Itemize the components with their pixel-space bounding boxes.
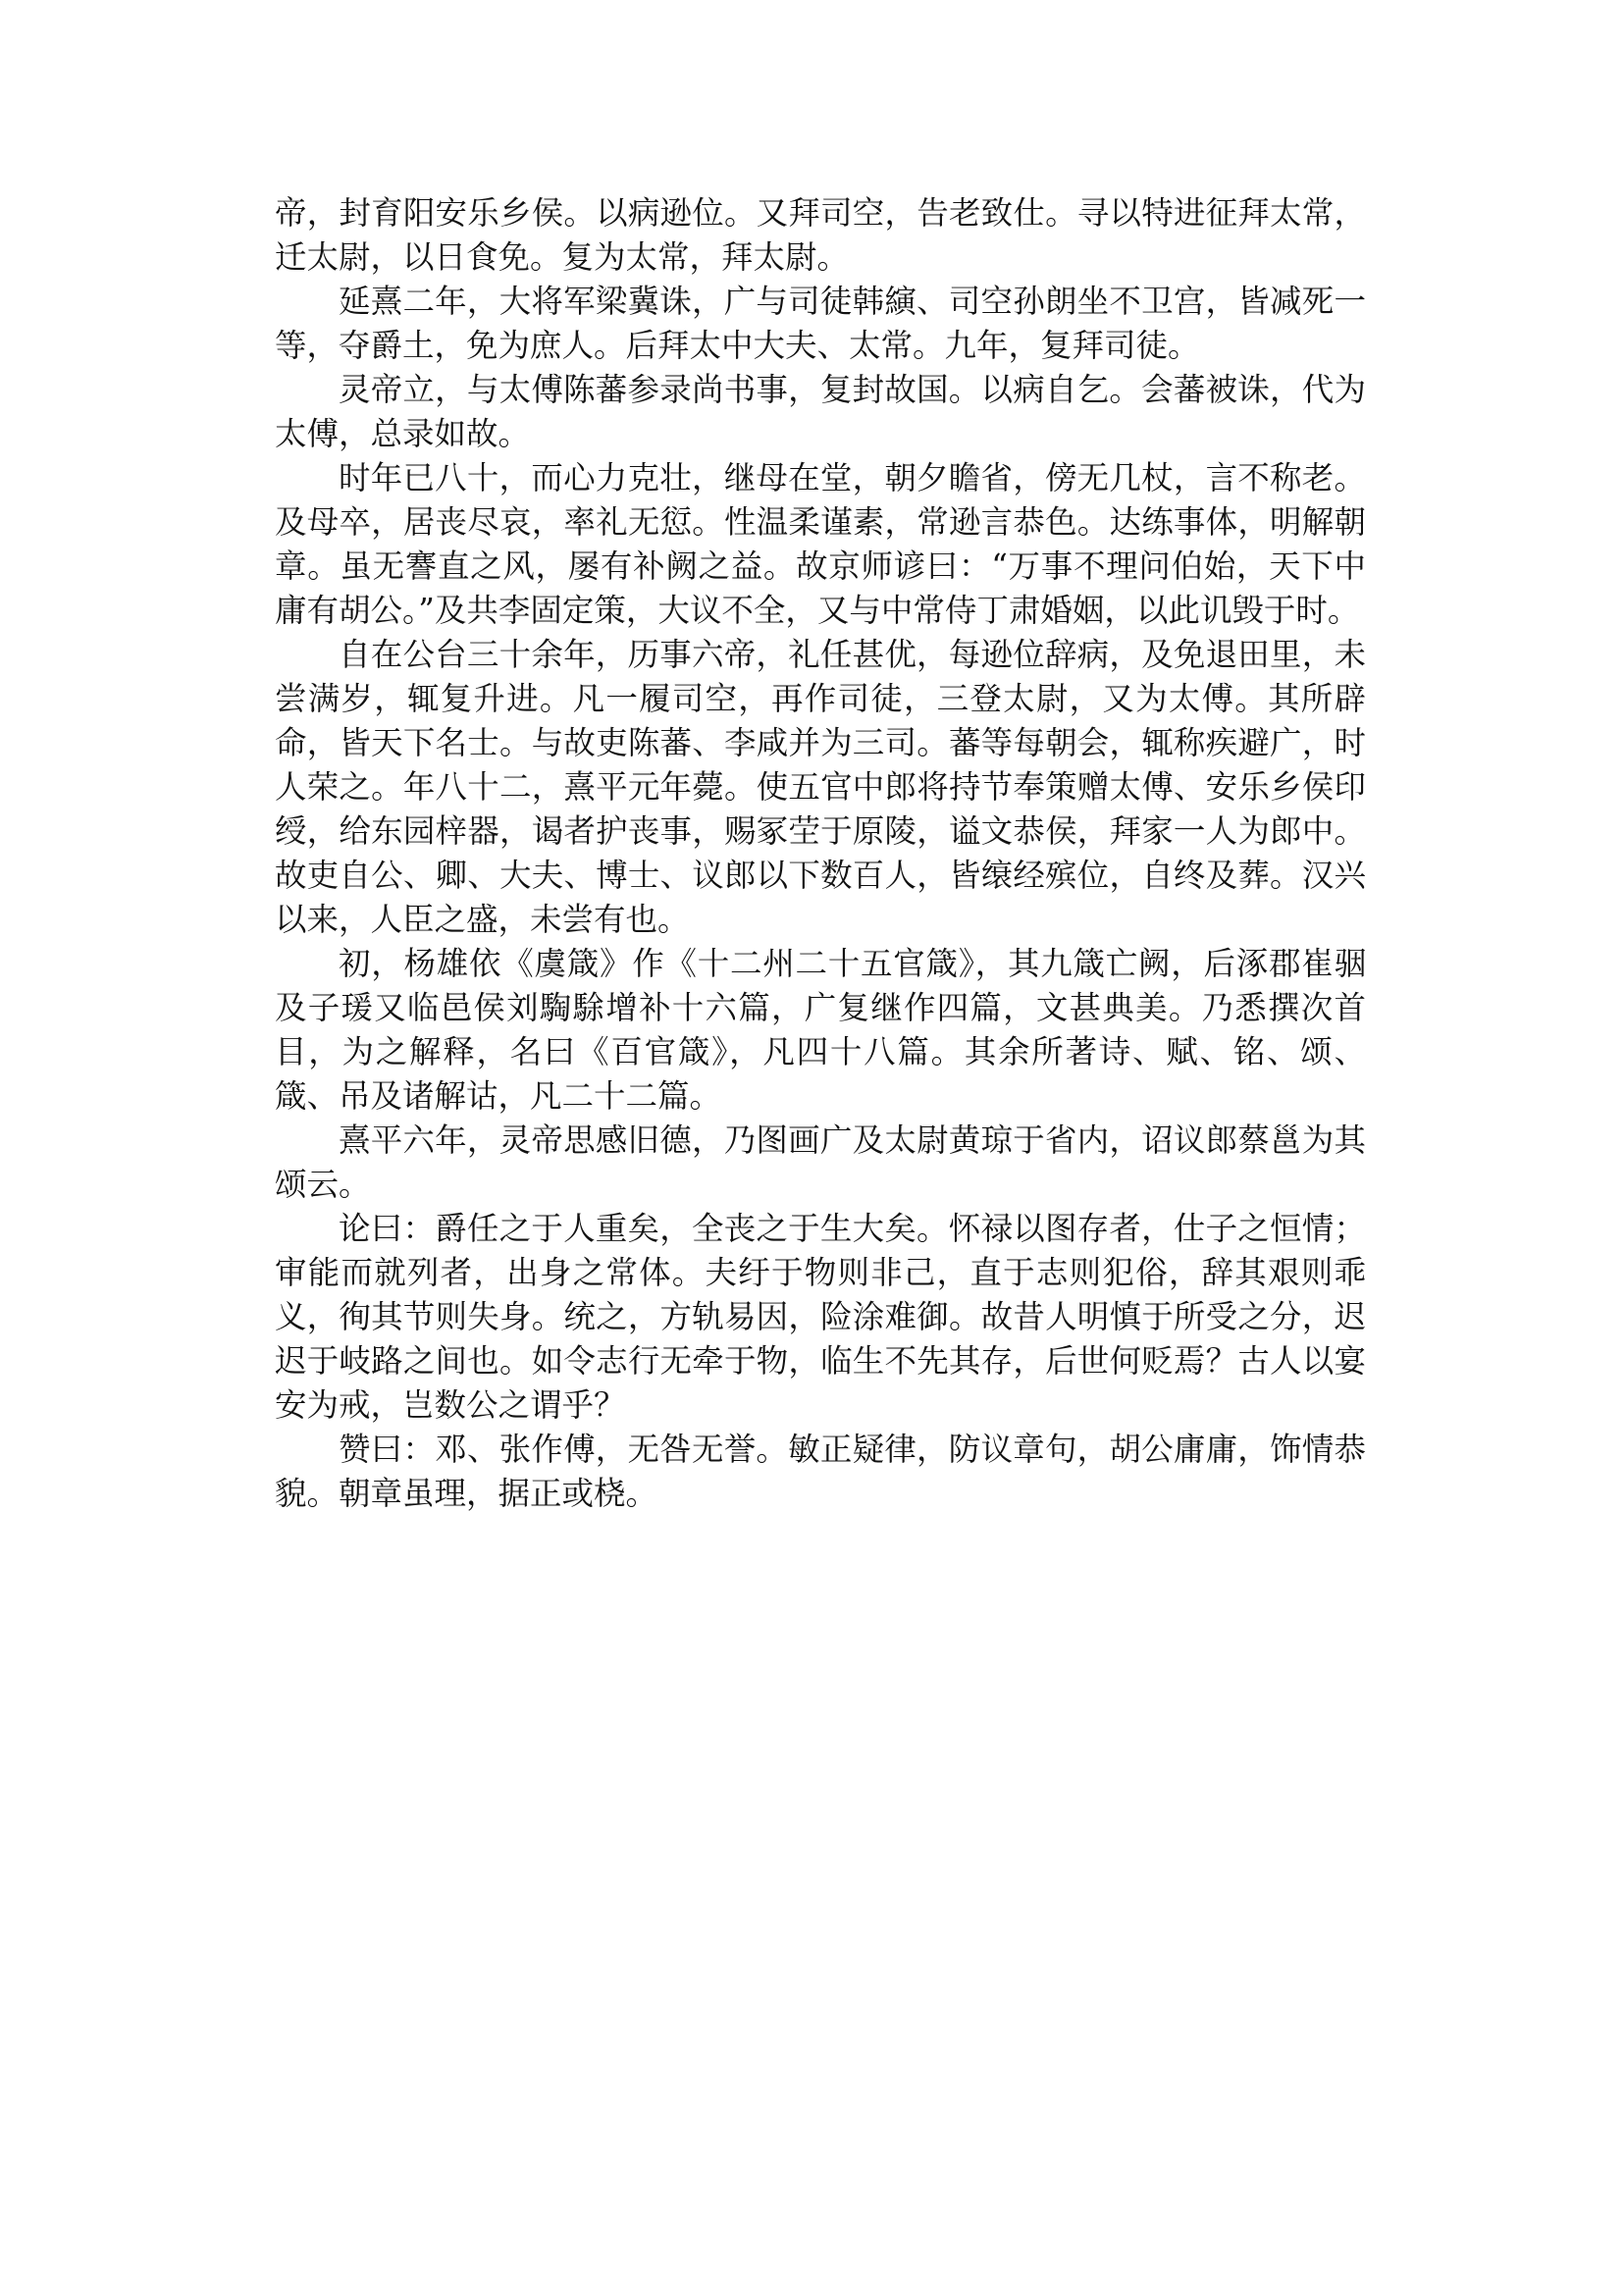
paragraph: 初，杨雄依《虞箴》作《十二州二十五官箴》，其九箴亡阙，后涿郡崔骃及子瑗又临邑侯刘騊駼增补十六篇，广复继作四篇，文甚典美。乃悉撰次首目，为之解释，名曰《百官箴》，凡四十八篇。其余所著诗、赋、铭、颂、箴、吊及诸解诂，凡二十二篇。 [275, 945, 1366, 1115]
paragraph: 延熹二年，大将军梁冀诛，广与司徒韩縯、司空孙朗坐不卫宫，皆减死一等，夺爵土，免为庶人。后拜太中大夫、太常。九年，复拜司徒。 [275, 283, 1366, 364]
paragraph: 自在公台三十余年，历事六帝，礼任甚优，每逊位辞病，及免退田里，未尝满岁，辄复升进。凡一履司空，再作司徒，三登太尉，又为太傅。其所辟命，皆天下名士。与故吏陈蕃、李咸并为三司。蕃等每朝会，辄称疾避广，时人荣之。年八十二，熹平元年薨。使五官中郎将持节奉策赠太傅、安乐乡侯印绶，给东园梓器，谒者护丧事，赐冢茔于原陵，谥文恭侯，拜家一人为郎中。故吏自公、卿、大夫、博士、议郎以下数百人，皆缞经殡位，自终及葬。汉兴以来，人臣之盛，未尝有也。 [275, 636, 1366, 938]
paragraph-continued: 帝，封育阳安乐乡侯。以病逊位。又拜司空，告老致仕。寻以特进征拜太常，迁太尉，以日食免。复为太常，拜太尉。 [275, 194, 1366, 276]
paragraph: 时年已八十，而心力克壮，继母在堂，朝夕瞻省，傍无几杖，言不称老。及母卒，居丧尽哀，率礼无愆。性温柔谨素，常逊言恭色。达练事体，明解朝章。虽无謇直之风，屡有补阙之益。故京师谚曰：“万事不理问伯始，天下中庸有胡公。”及共李固定策，大议不全，又与中常侍丁肃婚姻，以此讥毁于时。 [275, 459, 1366, 629]
paragraph-eulogy: 赞曰：邓、张作傅，无咎无誉。敏正疑律，防议章句，胡公庸庸，饰情恭貌。朝章虽理，据正或桡。 [275, 1431, 1366, 1512]
paragraph: 熹平六年，灵帝思感旧德，乃图画广及太尉黄琼于省内，诏议郎蔡邕为其颂云。 [275, 1121, 1366, 1203]
paragraph-commentary: 论曰：爵任之于人重矣，全丧之于生大矣。怀禄以图存者，仕子之恒情；审能而就列者，出身之常体。夫纡于物则非己，直于志则犯俗，辞其艰则乖义，徇其节则失身。统之，方轨易因，险涂难御。故昔人明慎于所受之分，迟迟于岐路之间也。如令志行无牵于物，临生不先其存，后世何贬焉？古人以宴安为戒，岂数公之谓乎？ [275, 1210, 1366, 1424]
paragraph: 灵帝立，与太傅陈蕃参录尚书事，复封故国。以病自乞。会蕃被诛，代为太傅，总录如故。 [275, 371, 1366, 452]
document-body [275, 191, 1366, 1516]
